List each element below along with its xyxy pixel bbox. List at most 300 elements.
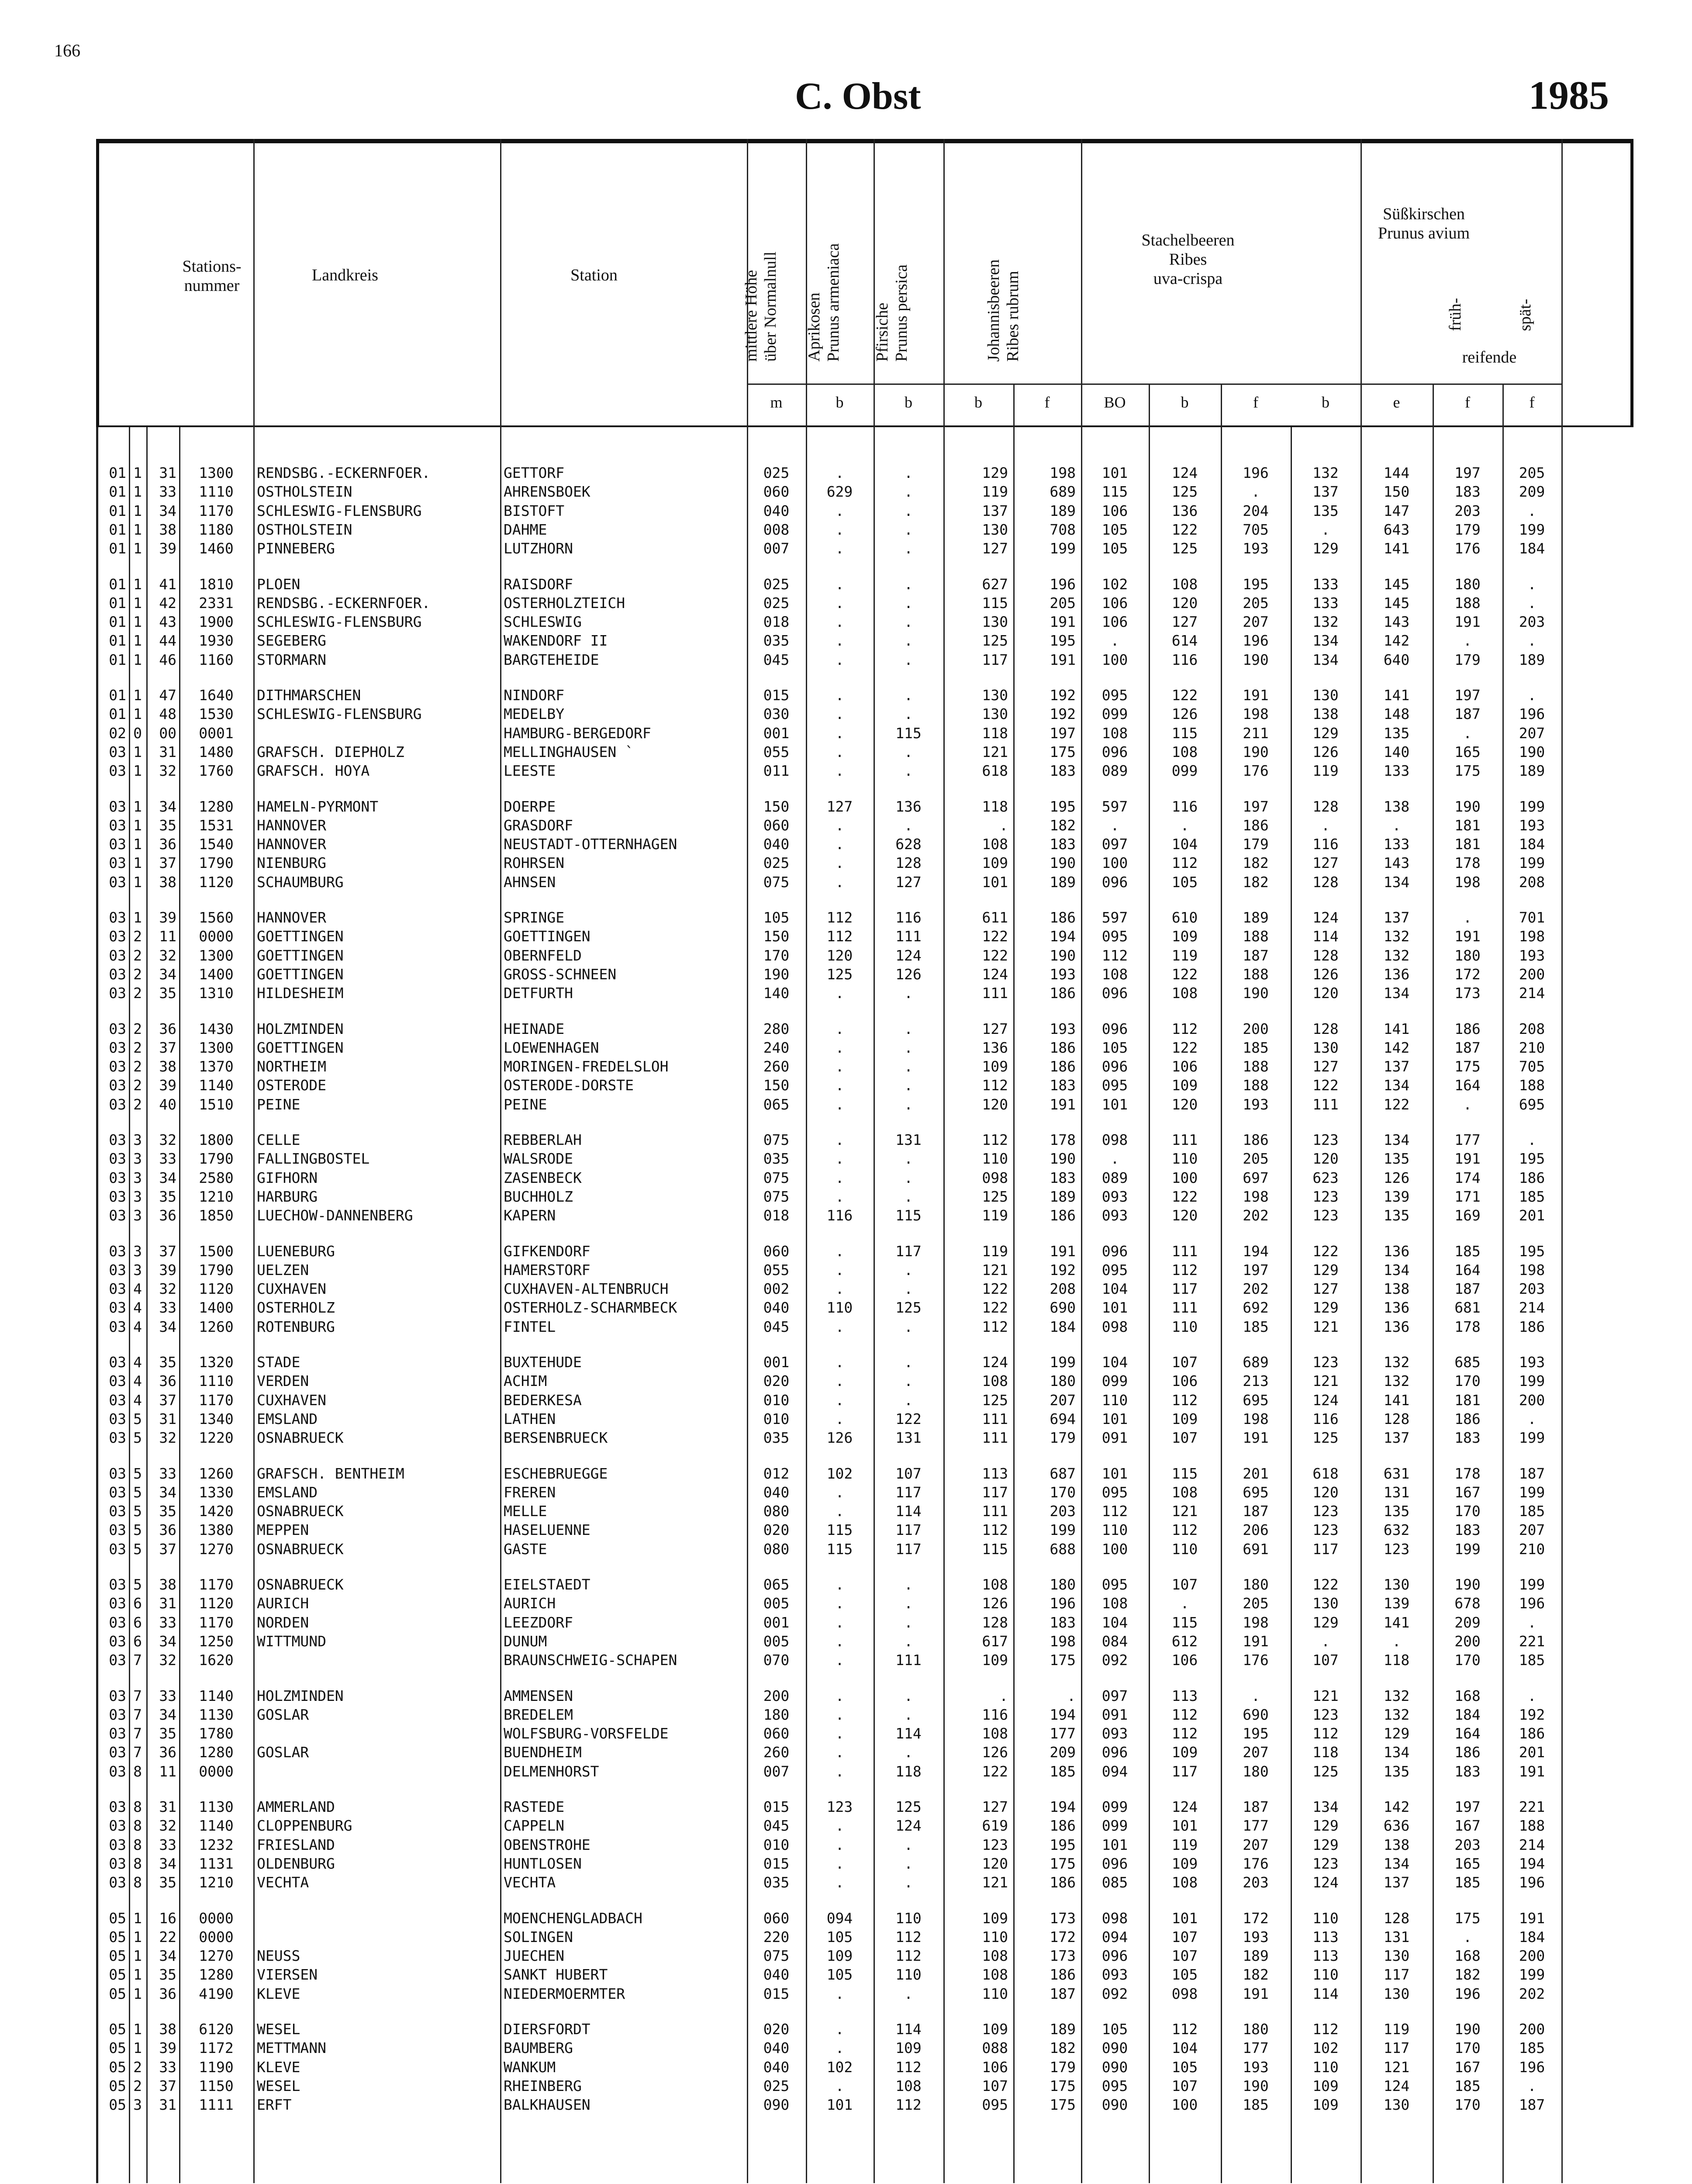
table-cell: 116 [826,1207,853,1224]
table-cell: 012 [763,1465,790,1482]
table-cell: . [904,1280,913,1298]
table-cell: . [1321,1632,1330,1650]
table-cell: . [1251,1687,1260,1704]
table-cell: 191 [1243,1429,1269,1447]
table-cell: 185 [1454,2077,1481,2094]
table-cell: 183 [1454,1521,1481,1539]
table-cell: 101 [1171,1909,1198,1927]
table-cell: 130 [982,705,1008,723]
table-cell: 5 [133,1503,142,1520]
table-cell: LUTZHORN [504,540,573,557]
table-cell: 03 [109,1595,126,1612]
table-cell: . [835,1483,844,1501]
table-cell: GOETTINGEN [257,1039,344,1056]
table-cell: 197 [1454,464,1481,481]
table-cell: 126 [982,1595,1008,1612]
table-cell: NEUSTADT-OTTERNHAGEN [504,836,677,853]
table-cell: 37 [159,854,176,872]
table-cell: 190 [1050,854,1076,872]
table-cell: 108 [1171,1874,1198,1891]
table-cell: 195 [1050,632,1076,650]
table-cell: 020 [763,2021,790,2038]
table-cell: 090 [1102,2039,1128,2057]
table-cell: STORMARN [257,651,326,668]
table-cell: HUNTLOSEN [504,1855,582,1872]
table-cell: 110 [1171,1540,1198,1558]
table-cell: 197 [1243,798,1269,815]
table-cell: 191 [1243,1632,1269,1650]
table-cell: HILDESHEIM [257,985,344,1002]
table-cell: 198 [1050,464,1076,481]
table-cell: 03 [109,1391,126,1409]
table-cell: . [904,632,913,650]
table-cell: 084 [1102,1632,1128,1650]
table-cell: 207 [1243,613,1269,631]
table-cell: 091 [1102,1429,1128,1447]
grid-vertical-line [500,427,501,2183]
table-cell: 098 [1102,1909,1128,1927]
table-cell: 145 [1383,594,1410,612]
table-cell: GOSLAR [257,1744,309,1761]
table-cell: 040 [763,2039,790,2057]
table-cell: . [904,1744,913,1761]
table-cell: SCHLESWIG-FLENSBURG [257,502,422,519]
table-cell: 3 [133,1242,142,1260]
table-cell: . [835,1188,844,1205]
table-cell: 090 [763,2096,790,2114]
table-cell: 183 [1454,1429,1481,1447]
table-cell: 03 [109,1077,126,1094]
table-cell: 35 [159,816,176,834]
unit-label: f [1044,394,1050,411]
table-cell: 124 [1171,1798,1198,1815]
table-cell: 196 [1519,2058,1545,2076]
table-cell: 111 [895,928,922,945]
table-cell: 1310 [199,985,234,1002]
table-cell: 192 [1050,705,1076,723]
table-cell: 142 [1383,632,1410,650]
table-cell: 199 [1050,1521,1076,1539]
table-cell: LUENEBURG [257,1242,335,1260]
table-cell: 112 [1102,947,1128,964]
table-cell: 198 [1243,705,1269,723]
table-cell: 130 [1383,1985,1410,2002]
table-cell: HAMELN-PYRMONT [257,798,379,815]
table-cell: 199 [1519,1576,1545,1593]
table-cell: 124 [982,965,1008,983]
table-cell: 135 [1383,1762,1410,1780]
table-cell: 00 [159,724,176,742]
table-cell: 096 [1102,1242,1128,1260]
table-cell: . [835,1391,844,1409]
table-cell: 2 [133,1058,142,1075]
table-cell: . [904,483,913,501]
table-cell: 045 [763,651,790,668]
table-cell: 688 [1050,1540,1076,1558]
table-cell: 190 [1243,651,1269,668]
table-cell: 130 [1312,687,1339,704]
table-cell: 136 [1383,1299,1410,1317]
table-cell: 104 [1171,836,1198,853]
table-cell: . [835,464,844,481]
table-cell: 195 [1243,1725,1269,1742]
table-cell: 123 [1312,1131,1339,1148]
table-cell: KAPERN [504,1207,556,1224]
table-cell: 33 [159,1299,176,1317]
table-cell: 1120 [199,1280,234,1298]
unit-label: b [1322,394,1329,411]
table-cell: 133 [1312,575,1339,593]
table-cell: 186 [1050,1207,1076,1224]
table-cell: 123 [826,1798,853,1815]
table-cell: 627 [982,575,1008,593]
table-cell: 117 [895,1242,922,1260]
table-cell: 136 [1383,1242,1410,1260]
table-cell: 198 [1050,1632,1076,1650]
table-cell: DITHMARSCHEN [257,687,361,704]
table-cell: . [835,1077,844,1094]
table-cell: 142 [1383,1798,1410,1815]
table-cell: HASELUENNE [504,1521,590,1539]
table-cell: 117 [1171,1762,1198,1780]
table-cell: SCHLESWIG [504,613,582,631]
table-cell: 211 [1243,724,1269,742]
table-cell: 01 [109,651,126,668]
table-cell: GRAFSCH. BENTHEIM [257,1465,404,1482]
table-cell: 185 [1243,1318,1269,1335]
table-cell: . [835,1595,844,1612]
table-cell: 129 [1312,540,1339,557]
table-cell: 165 [1454,1855,1481,1872]
table-cell: 175 [1050,1855,1076,1872]
table-cell: . [835,743,844,760]
table-cell: 107 [1171,1576,1198,1593]
table-cell: 121 [1312,1318,1339,1335]
table-cell: 177 [1050,1725,1076,1742]
table-cell: 129 [1312,1614,1339,1631]
table-cell: . [904,1985,913,2002]
table-cell: 127 [1312,1280,1339,1298]
table-cell: 7 [133,1652,142,1669]
table-cell: . [835,1261,844,1279]
table-cell: 101 [982,873,1008,891]
table-cell: 143 [1383,854,1410,872]
table-cell: 194 [1050,1798,1076,1815]
table-cell: 03 [109,1521,126,1539]
table-cell: OSTERHOLZ-SCHARMBECK [504,1299,677,1317]
table-cell: . [904,1020,913,1037]
table-cell: 32 [159,762,176,780]
table-cell: 095 [982,2096,1008,2114]
table-cell: 129 [1312,1261,1339,1279]
table-cell: 1300 [199,464,234,481]
table-cell: . [904,1836,913,1853]
table-cell: 136 [982,1039,1008,1056]
table-cell: 002 [763,1280,790,1298]
table-cell: KLEVE [257,1985,300,2002]
table-cell: 168 [1454,1687,1481,1704]
table-cell: 180 [1050,1576,1076,1593]
table-cell: 200 [1519,2021,1545,2038]
table-cell: 171 [1454,1188,1481,1205]
table-cell: 196 [1243,464,1269,481]
table-cell: 132 [1312,613,1339,631]
table-cell: LUECHOW-DANNENBERG [257,1207,413,1224]
table-cell: 111 [982,985,1008,1002]
table-cell: 36 [159,1985,176,2002]
table-cell: 618 [982,762,1008,780]
table-cell: 183 [1050,1077,1076,1094]
table-cell: 7 [133,1744,142,1761]
table-cell: 122 [1171,1039,1198,1056]
table-cell: BUXTEHUDE [504,1354,582,1371]
table-cell: 137 [1383,1058,1410,1075]
table-cell: RENDSBG.-ECKERNFOER. [257,594,431,612]
table-cell: 1 [133,836,142,853]
table-cell: 164 [1454,1725,1481,1742]
table-cell: 37 [159,1242,176,1260]
table-cell: 3 [133,1261,142,1279]
table-cell: 05 [109,1909,126,1927]
table-cell: 128 [1383,1410,1410,1427]
table-cell: 135 [1383,1207,1410,1224]
table-cell: 115 [1171,1614,1198,1631]
table-cell: 221 [1519,1798,1545,1815]
table-cell: 03 [109,1188,126,1205]
table-cell: 34 [159,502,176,519]
table-cell: 120 [982,1095,1008,1113]
table-cell: 075 [763,873,790,891]
table-cell: 1170 [199,1614,234,1631]
table-cell: . [1527,687,1537,704]
table-cell: 191 [1454,928,1481,945]
table-cell: 03 [109,1354,126,1371]
table-cell: 113 [982,1465,1008,1482]
table-cell: 692 [1243,1299,1269,1317]
table-cell: 185 [1243,2096,1269,2114]
table-cell: 102 [826,2058,853,2076]
table-cell: 200 [1519,1947,1545,1965]
table-cell: 121 [1312,1372,1339,1390]
table-cell: 202 [1519,1985,1545,2002]
table-cell: 178 [1050,1131,1076,1148]
table-cell: 167 [1454,1817,1481,1835]
table-cell: 5 [133,1483,142,1501]
table-cell: BARGTEHEIDE [504,651,599,668]
table-cell: 137 [1312,483,1339,501]
table-cell: 03 [109,1058,126,1075]
table-cell: 127 [1171,613,1198,631]
table-cell: 060 [763,1242,790,1260]
table-cell: 135 [1383,724,1410,742]
table-cell: 125 [1171,483,1198,501]
table-cell: 085 [1102,1874,1128,1891]
table-cell: 015 [763,1855,790,1872]
table-cell: GRASDORF [504,816,573,834]
table-cell: 1300 [199,947,234,964]
table-cell: 106 [1102,502,1128,519]
table-cell: 143 [1383,613,1410,631]
table-cell: 8 [133,1798,142,1815]
table-cell: 35 [159,1188,176,1205]
table-cell: 138 [1383,798,1410,815]
table-cell: 193 [1243,1928,1269,1946]
table-cell: 112 [1171,854,1198,872]
table-cell: 1500 [199,1242,234,1260]
table-cell: 187 [1454,1280,1481,1298]
table-cell: 629 [826,483,853,501]
table-cell: 181 [1454,816,1481,834]
table-cell: 1210 [199,1874,234,1891]
table-cell: 096 [1102,1947,1128,1965]
table-cell: 03 [109,1465,126,1482]
table-cell: 107 [895,1465,922,1482]
table-cell: 105 [1102,1039,1128,1056]
table-cell: 105 [1102,521,1128,538]
table-cell: 100 [1102,651,1128,668]
table-cell: 184 [1519,836,1545,853]
table-cell: 128 [1312,873,1339,891]
table-cell: 189 [1243,909,1269,926]
table-cell: . [904,521,913,538]
table-cell: 1190 [199,2058,234,2076]
table-cell: 132 [1383,1706,1410,1723]
table-cell: 1 [133,1947,142,1965]
table-cell: 055 [763,743,790,760]
table-cell: 3 [133,1207,142,1224]
table-cell: 122 [1171,687,1198,704]
table-cell: 175 [1050,2096,1076,2114]
table-cell: 182 [1243,1966,1269,1984]
table-cell: 8 [133,1836,142,1853]
table-cell: 112 [982,1318,1008,1335]
table-cell: 1 [133,1928,142,1946]
table-cell: . [904,575,913,593]
table-cell: 117 [1383,2039,1410,2057]
table-cell: 110 [982,1985,1008,2002]
table-cell: ROTENBURG [257,1318,335,1335]
table-cell: 221 [1519,1632,1545,1650]
table-cell: 186 [1519,1318,1545,1335]
table-cell: 22 [159,1928,176,1946]
table-cell: 185 [1454,1242,1481,1260]
table-cell: 122 [982,947,1008,964]
table-cell: 180 [763,1706,790,1723]
table-cell: . [835,613,844,631]
table-cell: 106 [1171,1652,1198,1669]
table-cell: 189 [1050,502,1076,519]
table-cell: HOLZMINDEN [257,1020,344,1037]
table-cell: HAMBURG-BERGEDORF [504,724,651,742]
table-cell: 115 [982,1540,1008,1558]
table-cell: 134 [1383,1744,1410,1761]
table-cell: . [904,985,913,1002]
table-cell: 127 [982,1798,1008,1815]
table-cell: 125 [1312,1429,1339,1447]
page-title: C. Obst [795,75,921,117]
table-cell: . [904,1169,913,1186]
table-cell: OSTERODE [257,1077,326,1094]
table-cell: CAPPELN [504,1817,565,1835]
table-cell: 197 [1243,1261,1269,1279]
table-cell: . [1527,594,1537,612]
table-cell: . [835,1725,844,1742]
table-cell: 070 [763,1652,790,1669]
table-cell: 705 [1519,1058,1545,1075]
table-cell: 110 [1312,1966,1339,1984]
table-cell: 4 [133,1318,142,1335]
table-cell: FRIESLAND [257,1836,335,1853]
header-peach: Pfirsiche Prunus persica [873,264,911,362]
table-cell: 32 [159,1131,176,1148]
table-cell: 099 [1102,1372,1128,1390]
grid-vertical-line [1561,427,1563,2183]
table-cell: 105 [1171,873,1198,891]
table-cell: 1 [133,705,142,723]
table-cell: 095 [1102,687,1128,704]
table-cell: 190 [1454,798,1481,815]
table-cell: 134 [1383,873,1410,891]
table-cell: 39 [159,2039,176,2057]
table-cell: 203 [1519,613,1545,631]
table-cell: 010 [763,1836,790,1853]
table-cell: . [904,1372,913,1390]
table-cell: . [835,1503,844,1520]
table-cell: 03 [109,1169,126,1186]
table-cell: 37 [159,1540,176,1558]
table-cell: 186 [1454,1410,1481,1427]
table-cell: 145 [1383,575,1410,593]
table-cell: 111 [1312,1095,1339,1113]
table-cell: 05 [109,2096,126,2114]
table-cell: 108 [1102,965,1128,983]
table-cell: 001 [763,724,790,742]
table-cell: 187 [1454,705,1481,723]
table-cell: 1780 [199,1725,234,1742]
table-cell: 101 [1102,1095,1128,1113]
table-cell: 177 [1243,1817,1269,1835]
table-cell: 44 [159,632,176,650]
table-cell: 137 [1383,909,1410,926]
table-cell: 36 [159,1521,176,1539]
table-cell: 030 [763,705,790,723]
table-cell: 134 [1312,1798,1339,1815]
table-cell: 121 [1171,1503,1198,1520]
table-cell: 040 [763,1483,790,1501]
table-cell: 125 [982,1188,1008,1205]
table-cell: 060 [763,1725,790,1742]
table-cell: 202 [1243,1207,1269,1224]
table-cell: 189 [1519,762,1545,780]
table-cell: 03 [109,1372,126,1390]
table-cell: 195 [1243,575,1269,593]
table-cell: 136 [895,798,922,815]
table-cell: 112 [1171,1706,1198,1723]
table-cell: 0000 [199,1928,234,1946]
table-cell: 080 [763,1503,790,1520]
table-cell: 123 [1312,1855,1339,1872]
table-cell: 0001 [199,724,234,742]
table-cell: ZASENBECK [504,1169,582,1186]
table-cell: 1280 [199,1966,234,1984]
table-cell: 105 [1171,2058,1198,2076]
table-cell: BUCHHOLZ [504,1188,573,1205]
table-cell: RASTEDE [504,1798,565,1815]
table-cell: . [1527,575,1537,593]
table-cell: 112 [1171,1521,1198,1539]
table-cell: 1800 [199,1131,234,1148]
table-cell: 2 [133,1077,142,1094]
